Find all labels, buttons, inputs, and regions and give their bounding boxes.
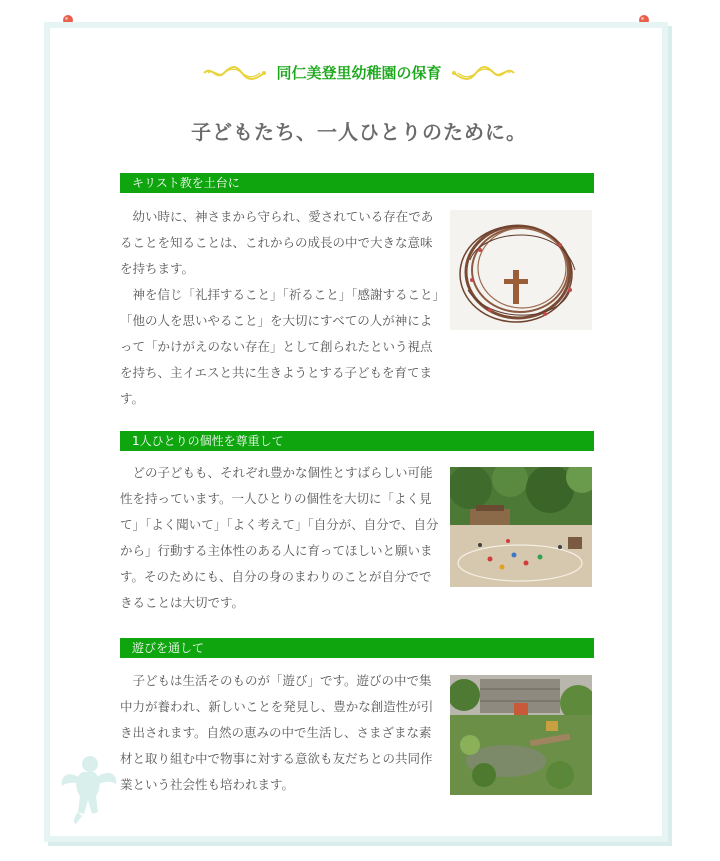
paragraph: 子どもは生活そのものが「遊び」です。遊びの中で集中力が養われ、新しいことを発見し、豊かな創造性が引き出されます。自然の恵みの中で生活し、さまざまな素材と取り組む中で物事に対する意欲も友だちとの共同作業という社会性も培われます。 (120, 673, 434, 792)
page-subtitle: 子どもたち、一人ひとりのために。 (191, 120, 527, 144)
garden-pond-photo (450, 675, 592, 795)
heading-row (44, 62, 674, 83)
paragraph: どの子どもも、それぞれ豊かな個性とすばらしい可能性を持っています。一人ひとりの個性を大切に「よく見て」「よく聞いて」「よく考えて」「自分が、自分で、自分から」行動する主体性のある人に育ってほしいと願います。そのためにも、自分の身のまわりのことが自分でできることは大切です。 (120, 465, 439, 610)
section-body-play (120, 668, 442, 798)
section-title-individuality: 1人ひとりの個性を尊重して (120, 431, 594, 451)
section-title-christianity: キリスト教を土台に (120, 173, 594, 193)
section-title-play: 遊びを通して (120, 638, 594, 658)
playground-children-photo (450, 467, 592, 587)
paragraph: 神を信じ「礼拝すること」「祈ること」「感謝すること」「他の人を思いやること」を大切にすべての人が神によって「かけがえのない存在」として創られたという視点を持ち、主イエスと共に生きようとする子どもを育てます。 (120, 287, 439, 406)
ornament-right-icon (452, 63, 516, 83)
wreath-with-cross-photo (450, 210, 592, 330)
section-body-christianity (120, 204, 442, 412)
cherub-silhouette-icon (58, 752, 120, 826)
section-body-individuality (120, 460, 442, 616)
page-heading: 同仁美登里幼稚園の保育 (276, 64, 442, 82)
paragraph: 幼い時に、神さまから守られ、愛されている存在であることを知ることは、これからの成長の中で大きな意味を持ちます。 (120, 209, 434, 276)
ornament-left-icon (202, 63, 266, 83)
